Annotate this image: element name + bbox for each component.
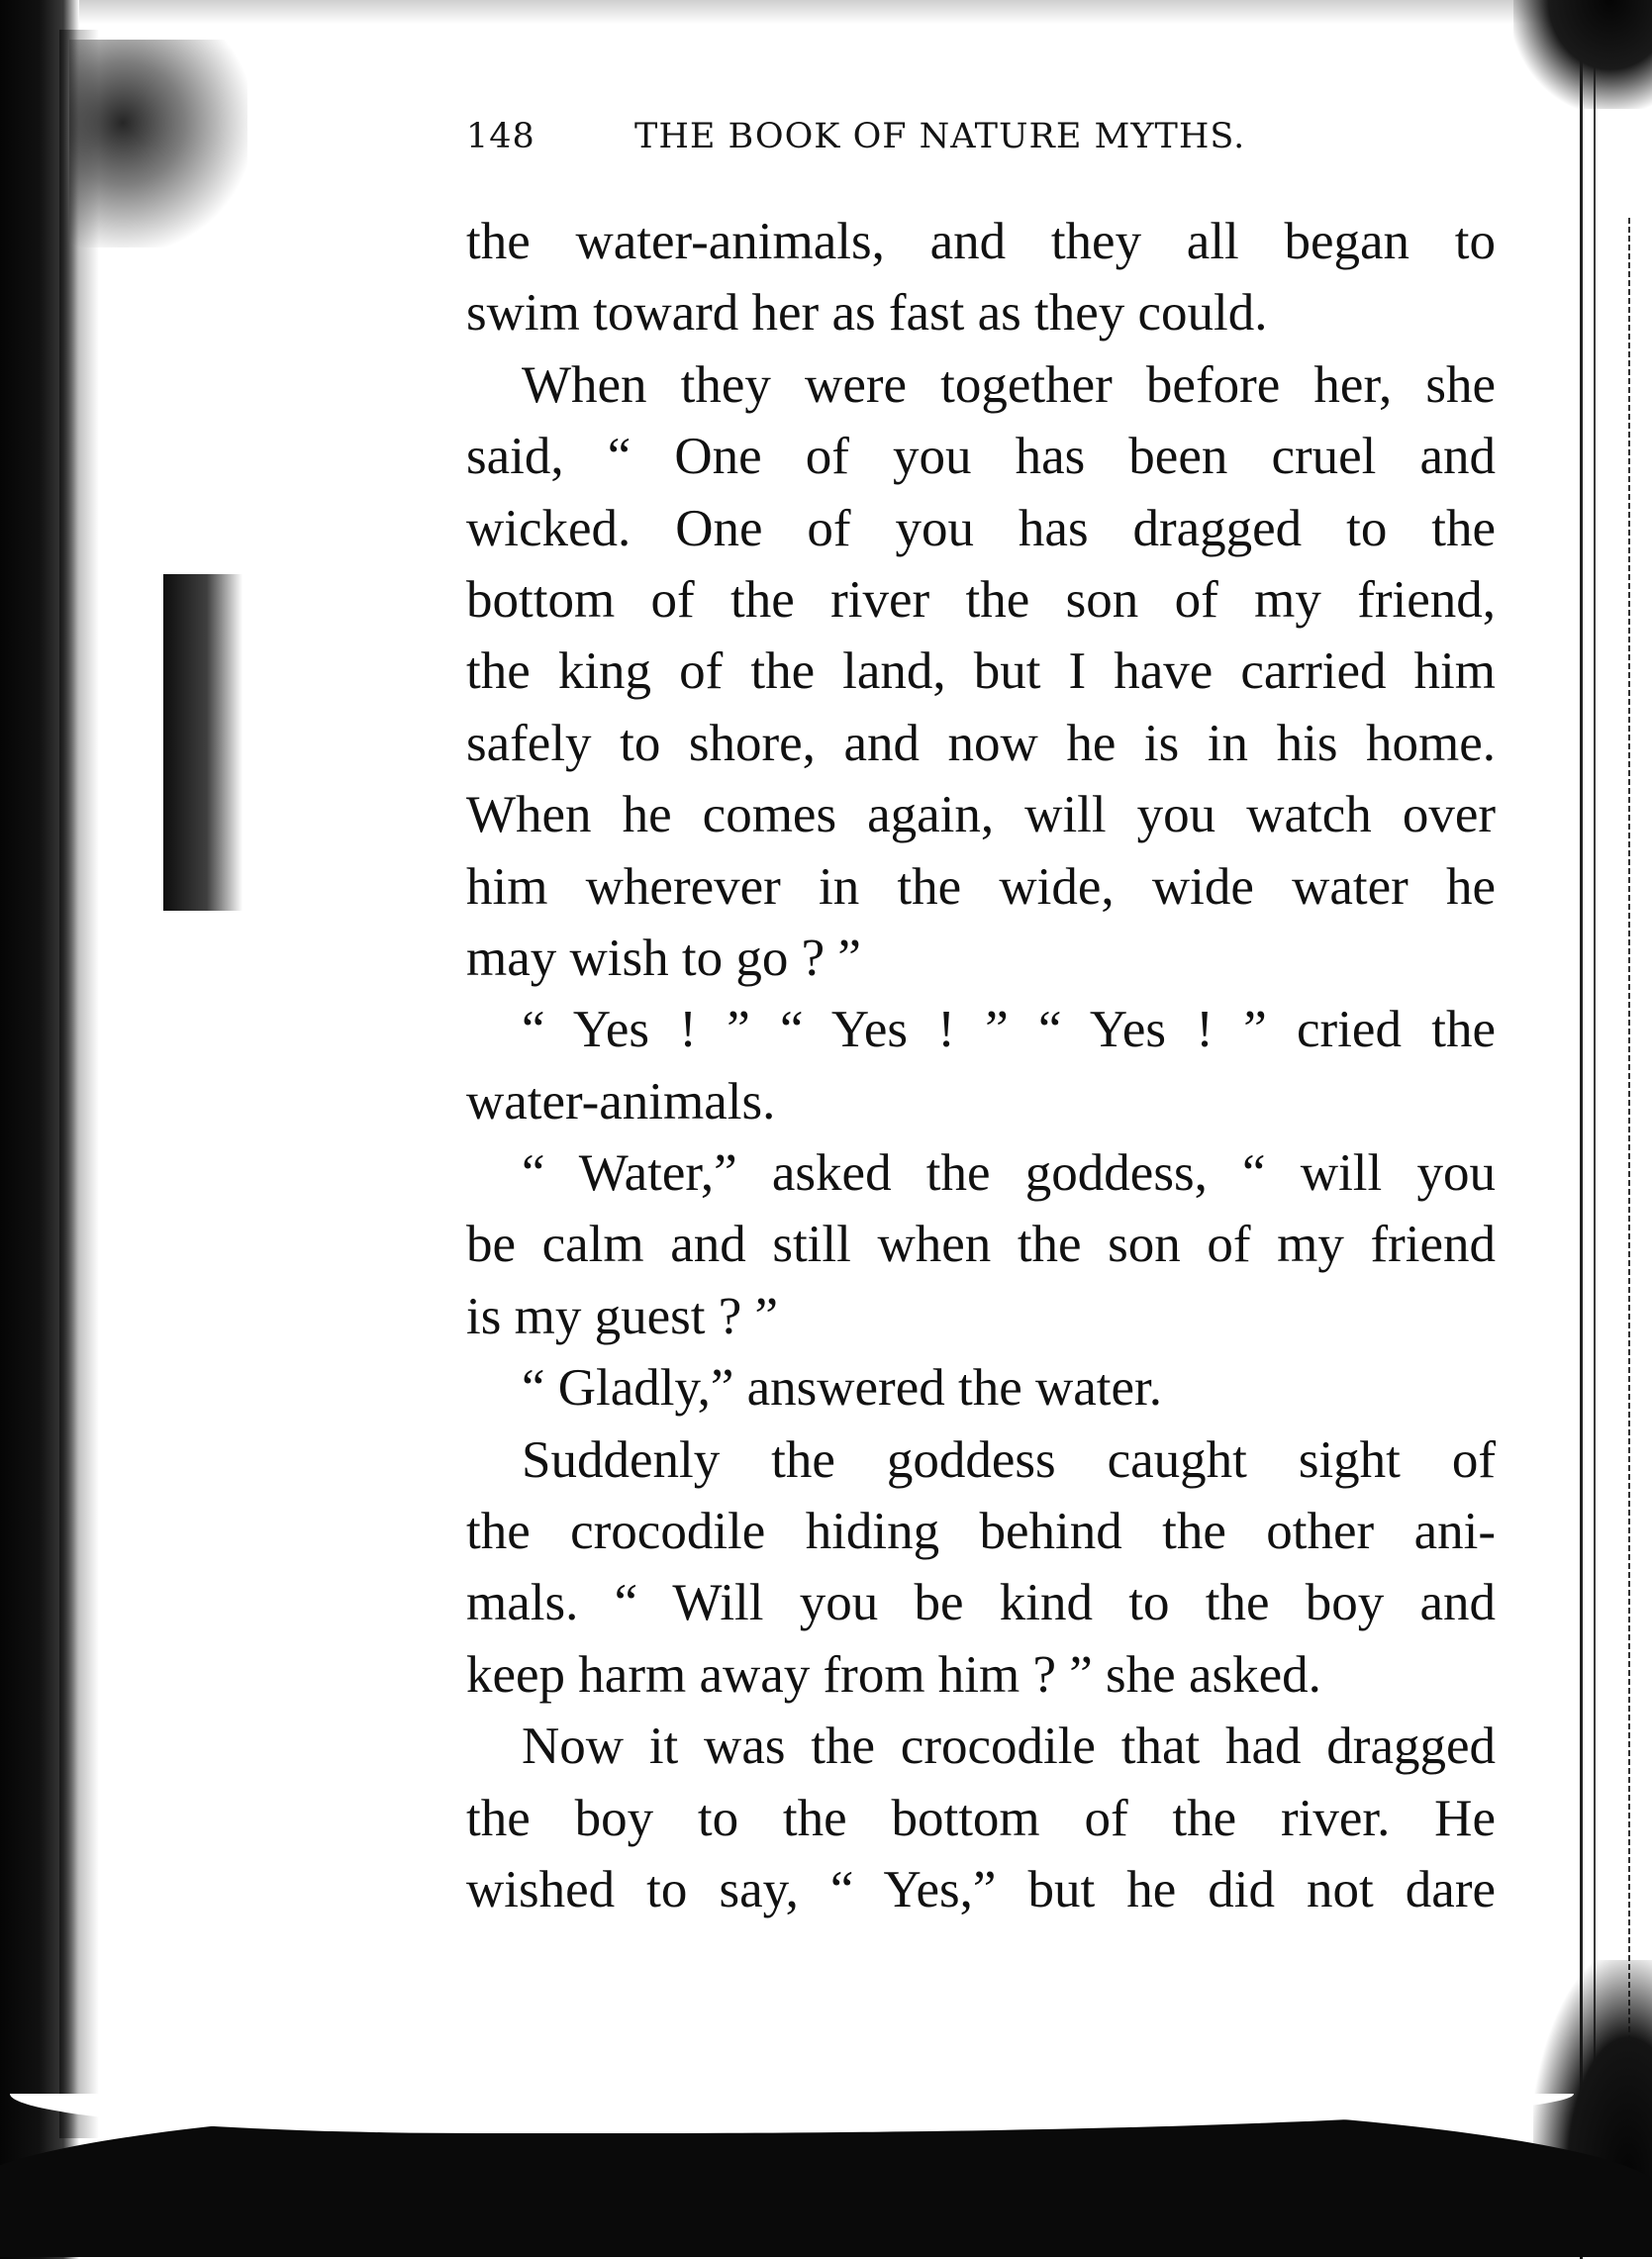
right-page-edge-line bbox=[1628, 218, 1630, 2059]
text-line: swim toward her as fast as they could. bbox=[466, 284, 1268, 343]
text-line: When he comes again, will you watch over bbox=[466, 786, 1496, 844]
text-line: be calm and still when the son of my friend bbox=[466, 1216, 1496, 1274]
text-line: said, “ One of you has been cruel and bbox=[466, 428, 1496, 486]
text-line: the water-animals, and they all began to bbox=[466, 213, 1496, 270]
text-line: water-animals. bbox=[466, 1072, 776, 1130]
top-page-edge bbox=[59, 0, 1623, 24]
body-text bbox=[466, 206, 1496, 1925]
running-title: THE BOOK OF NATURE MYTHS. bbox=[634, 117, 1246, 156]
text-line: wished to say, “ Yes,” but he did not dare bbox=[466, 1860, 1496, 1918]
text-line: safely to shore, and now he is in his home. bbox=[466, 714, 1496, 772]
text-line: may wish to go ? ” bbox=[466, 929, 861, 987]
text-line: Now it was the crocodile that had dragged bbox=[522, 1718, 1496, 1776]
right-top-corner-shadow bbox=[1513, 0, 1652, 109]
text-line: “ Gladly,” answered the water. bbox=[522, 1359, 1162, 1418]
left-middle-smudge bbox=[163, 574, 243, 911]
page-right-outline bbox=[1574, 40, 1596, 2109]
text-line: bottom of the river the son of my friend, bbox=[466, 570, 1496, 629]
page-header bbox=[466, 117, 1506, 176]
text-line: keep harm away from him ? ” she asked. bbox=[466, 1645, 1321, 1704]
text-line: the crocodile hiding behind the other ani- bbox=[466, 1503, 1496, 1561]
text-line: mals. “ Will you be kind to the boy and bbox=[466, 1574, 1496, 1632]
page-number: 148 bbox=[466, 117, 535, 156]
text-line: wicked. One of you has dragged to the bbox=[466, 499, 1496, 557]
text-line: When they were together before her, she bbox=[522, 355, 1496, 414]
text-line: “ Yes ! ” “ Yes ! ” “ Yes ! ” cried the bbox=[522, 1001, 1496, 1059]
text-line: “ Water,” asked the goddess, “ will you bbox=[522, 1144, 1496, 1203]
text-line: him wherever in the wide, wide water he bbox=[466, 857, 1496, 916]
text-line: Suddenly the goddess caught sight of bbox=[522, 1430, 1496, 1489]
text-line: the boy to the bottom of the river. He bbox=[466, 1789, 1496, 1847]
left-top-smudge bbox=[69, 40, 247, 247]
text-line: is my guest ? ” bbox=[466, 1287, 778, 1345]
left-gutter-shading bbox=[59, 30, 99, 2138]
text-line: the king of the land, but I have carried him bbox=[466, 642, 1496, 701]
